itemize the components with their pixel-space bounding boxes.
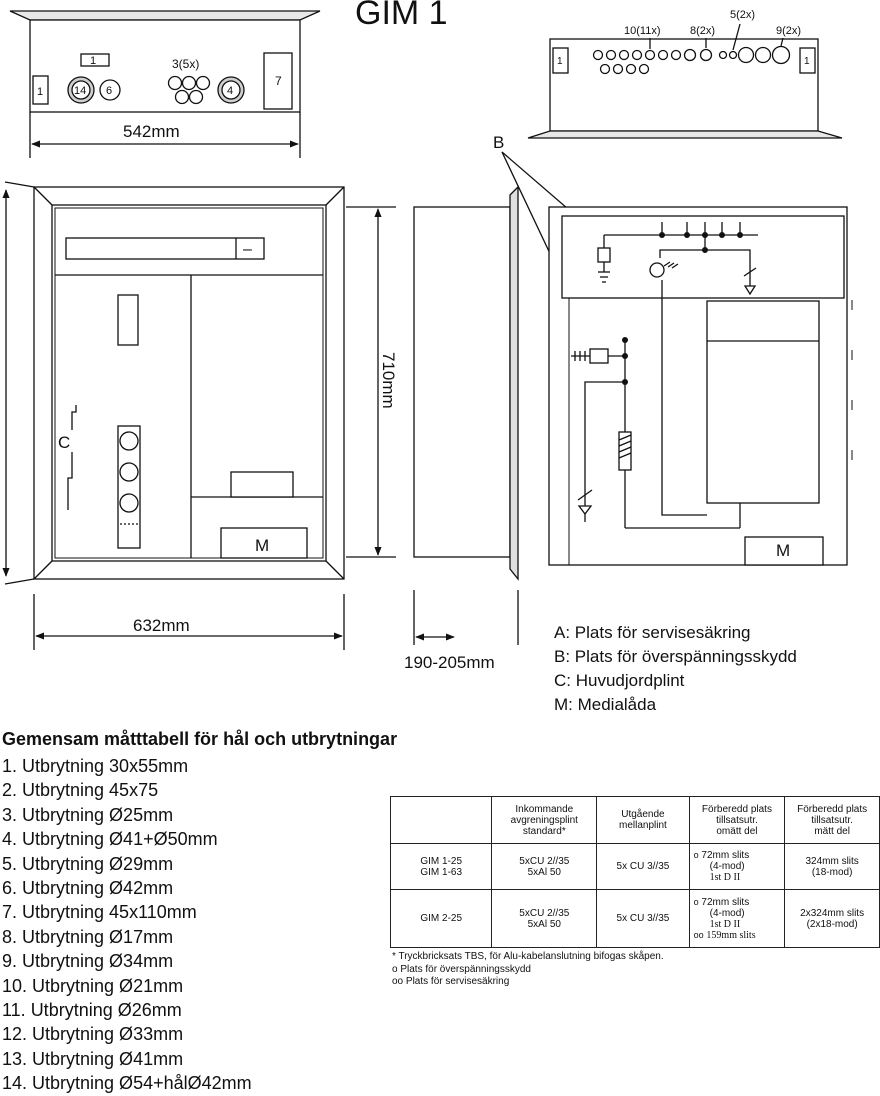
- hole-item: 11. Utbrytning Ø26mm: [2, 1000, 182, 1021]
- hole-item: 8. Utbrytning Ø17mm: [2, 926, 174, 947]
- label-3-5x: 3(5x): [172, 57, 200, 71]
- table-notes: [392, 951, 664, 989]
- side-view-flange: [510, 187, 518, 579]
- front-label-strip: [66, 238, 264, 259]
- rear-view-flange: [528, 131, 842, 138]
- cell-unmetered: o 72mm slits (4-mod) 1st D II: [689, 844, 785, 890]
- hole-item: 3. Utbrytning Ø25mm: [2, 804, 174, 825]
- note-service-fuse: oo Plats för servisesäkring: [392, 976, 510, 987]
- hole-item: 14. Utbrytning Ø54+hålØ42mm: [2, 1073, 252, 1094]
- hole-item: 4. Utbrytning Ø41+Ø50mm: [2, 829, 218, 850]
- label-1-top: 1: [90, 55, 97, 67]
- cell-incoming: 5xCU 2//35 5xAl 50: [492, 890, 597, 948]
- legend: [554, 623, 797, 714]
- label-14: 14: [74, 85, 87, 97]
- rear-label-8-2x: 8(2x): [690, 25, 716, 37]
- note-footnote: * Tryckbricksats TBS, för Alu-kabelanslutning bifogas skåpen.: [392, 951, 664, 962]
- label-m-schematic: M: [776, 541, 791, 560]
- rear-label-1-right: 1: [804, 56, 810, 67]
- cell-incoming: 5xCU 2//35 5xAl 50: [492, 844, 597, 890]
- rear-view-body: [550, 39, 818, 131]
- front-view: [5, 182, 344, 650]
- holes-list: [2, 754, 252, 1096]
- table-row: [391, 844, 880, 890]
- hole-item: 13. Utbrytning Ø41mm: [2, 1048, 184, 1069]
- label-c: C: [58, 433, 71, 452]
- label-6: 6: [106, 85, 113, 97]
- drawing-title: GIM 1: [355, 0, 448, 32]
- dim-632mm: 632mm: [133, 616, 190, 635]
- hole-item: 5. Utbrytning Ø29mm: [2, 853, 174, 874]
- header-outgoing: Utgående mellanplint: [597, 797, 689, 844]
- header-incoming: Inkommande avgreningsplint standard*: [492, 797, 597, 844]
- header-blank: [391, 797, 492, 844]
- label-1-left: 1: [37, 86, 44, 98]
- hole-item: 9. Utbrytning Ø34mm: [2, 951, 174, 972]
- cell-metered: 2x324mm slits (2x18-mod): [785, 890, 880, 948]
- label-4: 4: [227, 85, 234, 97]
- hole-item: 2. Utbrytning 45x75: [2, 780, 159, 801]
- hole-item: 12. Utbrytning Ø33mm: [2, 1024, 184, 1045]
- hole-item: 6. Utbrytning Ø42mm: [2, 878, 174, 899]
- cell-outgoing: 5x CU 3//35: [597, 890, 689, 948]
- label-7: 7: [275, 74, 282, 88]
- header-metered: Förberedd plats tillsatsutr. mätt del: [785, 797, 880, 844]
- dim-depth: 190-205mm: [404, 653, 495, 672]
- label-b: B: [493, 133, 505, 152]
- top-view-flange: [10, 11, 320, 20]
- holes-heading: Gemensam måtttabell för hål och utbrytningar: [2, 729, 398, 749]
- cell-model: GIM 1-25 GIM 1-63: [391, 844, 492, 890]
- legend-m: M: Medialåda: [554, 695, 657, 714]
- table-header-row: [391, 797, 880, 844]
- rear-label-10-11x: 10(11x): [624, 25, 661, 37]
- label-m-front: M: [255, 536, 270, 555]
- hole-item: 1. Utbrytning 30x55mm: [2, 756, 189, 776]
- rear-label-5-2x: 5(2x): [730, 9, 756, 21]
- cell-unmetered: o 72mm slits (4-mod) 1st D II oo 159mm slits: [689, 890, 785, 948]
- rear-label-9-2x: 9(2x): [776, 25, 802, 37]
- cell-model: GIM 2-25: [391, 890, 492, 948]
- legend-c: C: Huvudjordplint: [554, 671, 685, 690]
- header-unmetered: Förberedd plats tillsatsutr. omätt del: [689, 797, 785, 844]
- legend-a: A: Plats för servisesäkring: [554, 623, 751, 642]
- hole-item: 10. Utbrytning Ø21mm: [2, 975, 184, 996]
- note-surge-protection: o Plats för överspänningsskydd: [392, 963, 531, 975]
- cell-metered: 324mm slits (18-mod): [785, 844, 880, 890]
- legend-b: B: Plats för överspänningsskydd: [554, 647, 797, 666]
- table-row: [391, 890, 880, 948]
- dim-542mm: 542mm: [123, 122, 180, 141]
- cell-outgoing: 5x CU 3//35: [597, 844, 689, 890]
- dim-710mm: 710mm: [379, 352, 398, 409]
- front-minus-sign: –: [243, 241, 252, 258]
- side-view-body: [414, 207, 510, 557]
- hole-item: 7. Utbrytning 45x110mm: [2, 902, 197, 923]
- rear-label-1-left: 1: [557, 56, 563, 67]
- spec-table: [390, 796, 880, 948]
- schematic: [549, 207, 852, 565]
- rear-view: [528, 24, 842, 138]
